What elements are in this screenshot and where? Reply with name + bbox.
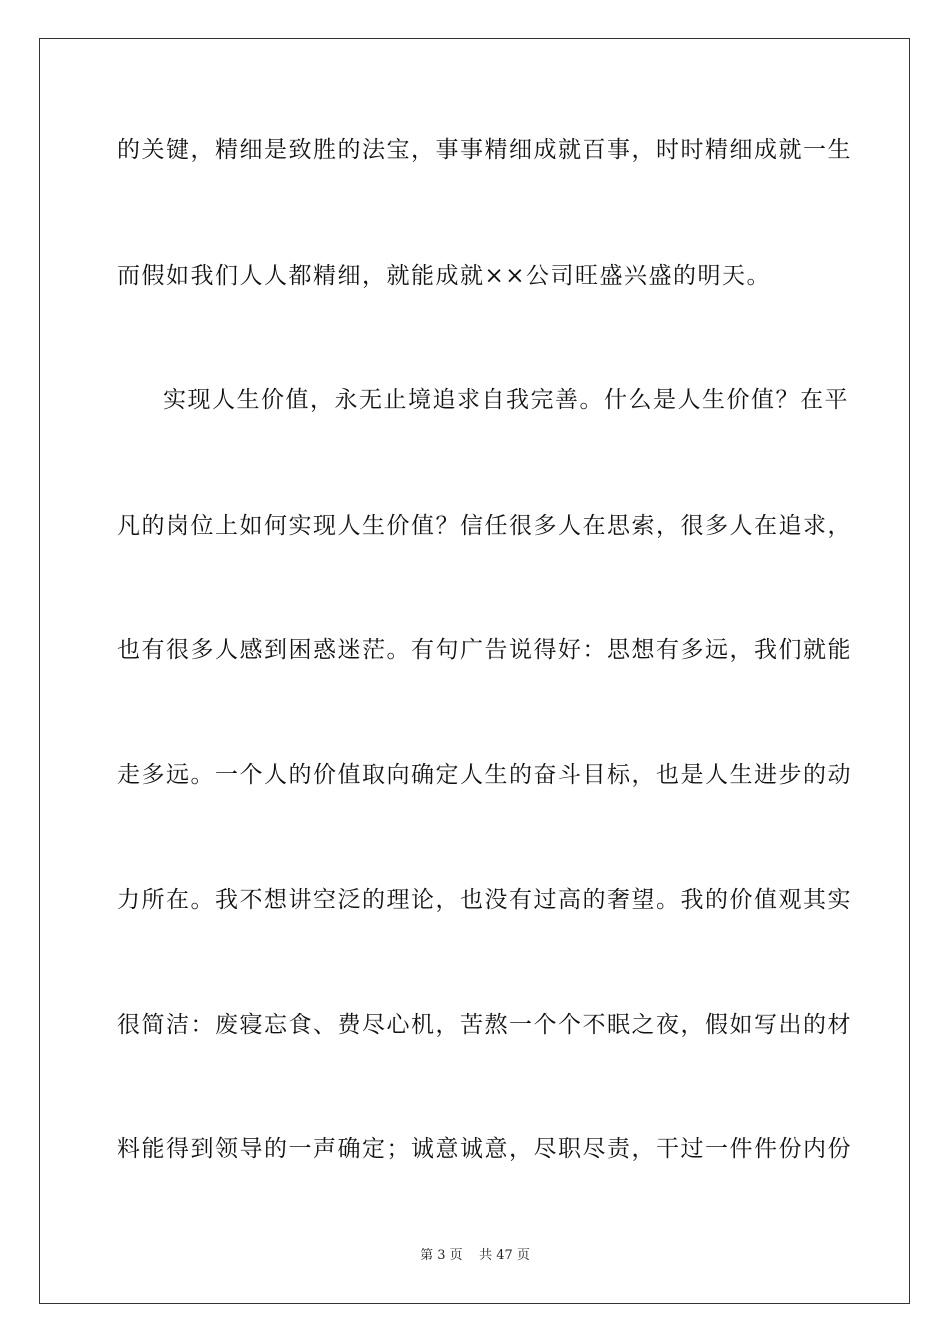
body-text-line-5: 也有很多人感到困惑迷茫。有句广告说得好：思想有多远，我们就能 (117, 637, 852, 663)
body-text-line-9: 料能得到领导的一声确定；诚意诚意，尽职尽责，干过一件件份内份 (117, 1136, 852, 1162)
body-text-line-6: 走多远。一个人的价值取向确定人生的奋斗目标，也是人生进步的动 (117, 762, 852, 788)
body-text-line-3: 实现人生价值，永无止境追求自我完善。什么是人生价值？在平 (163, 387, 849, 413)
body-text-line-7: 力所在。我不想讲空泛的理论，也没有过高的奢望。我的价值观其实 (117, 887, 852, 913)
body-text-line-8: 很简洁：废寝忘食、费尽心机，苦熬一个个不眠之夜，假如写出的材 (117, 1012, 852, 1038)
body-text-line-4: 凡的岗位上如何实现人生价值？信任很多人在思索，很多人在追求， (117, 513, 852, 539)
body-text-line-1: 的关键，精细是致胜的法宝，事事精细成就百事，时时精细成就一生 (117, 137, 852, 163)
page-footer: 第 3 页 共 47 页 (420, 1248, 530, 1263)
page-border (39, 38, 910, 1304)
body-text-line-2: 而假如我们人人都精细，就能成就××公司旺盛兴盛的明天。 (117, 263, 772, 289)
